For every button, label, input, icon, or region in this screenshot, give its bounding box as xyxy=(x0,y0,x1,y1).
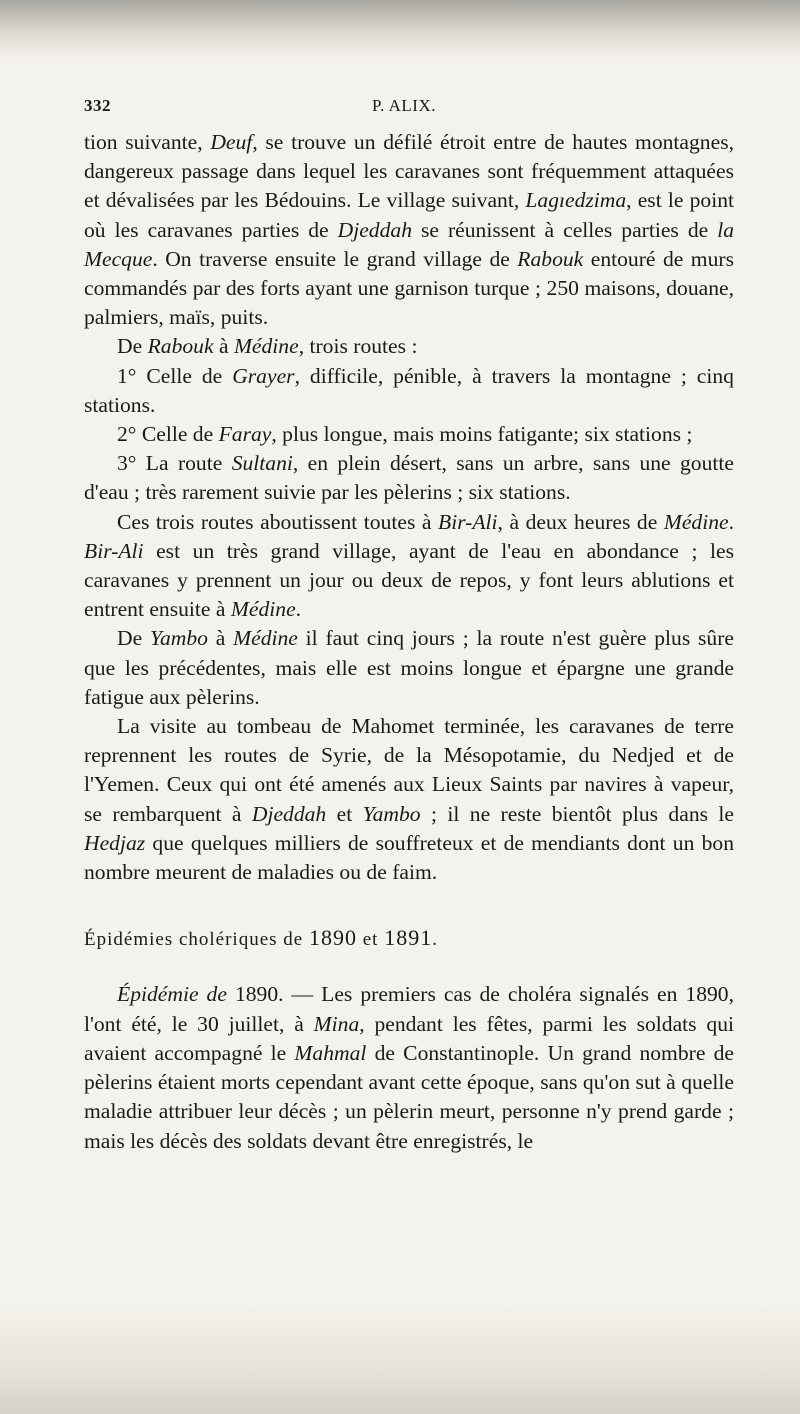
page-header xyxy=(84,96,734,124)
paragraph xyxy=(84,508,734,625)
paragraph xyxy=(84,449,734,507)
heading-mid: et xyxy=(356,929,385,951)
final-paragraph xyxy=(84,980,734,1155)
text-run: et xyxy=(326,801,363,826)
heading-year-1891: 1891 xyxy=(384,925,433,951)
text-run: , est le point où les caravanes parties de xyxy=(84,188,734,242)
paragraph xyxy=(84,420,734,449)
text-run: ; il ne reste bientôt plus dans le xyxy=(420,801,734,826)
text-run: entouré de murs commandés par des forts ayant une garnison turque ; 250 maisons, douane, palmiers, maïs, puits. xyxy=(84,246,734,330)
text-run: que quelques milliers de souffreteux et de mendiants dont un bon nombre meurent de maladies ou de faim. xyxy=(84,830,734,885)
text-run: de Constantinople. Un grand nombre de pèlerins étaient morts cependant avant cette époque, sans qu'on sut à quelle maladie attribuer leur décès ; un pèlerin meurt, personne n'y prend garde ; mais les décès des soldats devant être enregistrés, le xyxy=(84,1040,735,1153)
text-run: il faut cinq jours ; la route n'est guère plus sûre que les précédentes, mais elle est moins longue et épargne une grande fatigue aux pèlerins. xyxy=(84,626,734,709)
text-run: , difficile, pénible, à travers la montagne ; cinq stations. xyxy=(84,363,734,417)
italic-run: Rabouk xyxy=(147,334,214,359)
text-run: 2° Celle de xyxy=(117,422,219,447)
text-run: 3° La route xyxy=(117,451,232,476)
italic-run: Bir-Ali xyxy=(84,538,144,563)
text-run: , plus longue, mais moins fatigante; six stations ; xyxy=(271,422,693,447)
italic-run: Médine xyxy=(663,509,729,534)
italic-run: Bir-Ali xyxy=(438,509,498,534)
italic-run: Djeddah xyxy=(251,801,327,826)
text-run: , à deux heures de xyxy=(497,509,664,534)
text-run: à xyxy=(207,626,234,651)
italic-run: Médine xyxy=(233,626,298,651)
text-run: De xyxy=(117,626,150,651)
italic-run: Médine xyxy=(230,597,296,622)
italic-run: Mahmal xyxy=(294,1040,367,1065)
paragraph xyxy=(84,624,734,712)
italic-run: Grayer xyxy=(232,363,295,388)
text-run: tion suivante, xyxy=(84,130,211,154)
italic-run: Mina xyxy=(313,1011,360,1036)
running-title: P. ALIX. xyxy=(372,96,436,115)
text-run: est un très grand village, ayant de l'eau en abondance ; les caravanes y prennent un jour ou deux de repos, y font leurs ablutions et entrent ensuite à xyxy=(84,538,734,622)
text-run: , trois routes : xyxy=(298,334,418,359)
text-run: à xyxy=(213,334,234,359)
italic-run: Djeddah xyxy=(337,217,412,242)
text-run: . On traverse ensuite le grand village de xyxy=(152,246,518,271)
italic-run: Sultani xyxy=(231,451,293,476)
page-number: 332 xyxy=(84,96,111,115)
heading-prefix: Épidémies cholériques de xyxy=(84,929,309,951)
text-run: 1890. — Les premiers cas de choléra signalés en 1890, l'ont été, le 30 juillet, à xyxy=(84,982,734,1036)
text-run: . xyxy=(295,597,302,622)
paragraph xyxy=(84,128,734,332)
italic-run: la Mecque xyxy=(84,217,735,271)
text-run: , en plein désert, sans un arbre, sans une goutte d'eau ; très rarement suivie par les pèlerins ; six stations. xyxy=(84,451,734,505)
italic-run: Rabouk xyxy=(517,246,584,271)
paragraph xyxy=(84,712,734,887)
text-run: . xyxy=(728,509,734,534)
italic-run: Faray xyxy=(218,422,272,447)
text-run: , se trouve un défilé étroit entre de hautes montagnes, dangereux passage dans lequel les caravanes sont fréquemment attaquées et dévalisées par les Bédouins. Le village suivant, xyxy=(84,130,734,213)
body-text xyxy=(84,128,734,1156)
italic-run: Médine xyxy=(233,334,299,359)
text-run: se réunissent à celles parties de xyxy=(412,217,718,242)
italic-run: Yambo xyxy=(362,801,421,826)
text-run: Ces trois routes aboutissent toutes à xyxy=(117,509,438,534)
paragraph xyxy=(84,362,734,420)
page-top-shadow xyxy=(0,0,800,60)
italic-run: Épidémie de xyxy=(117,982,235,1007)
heading-year-1890: 1890 xyxy=(308,925,357,951)
text-run: 1° Celle de xyxy=(117,363,233,388)
page-bottom-shadow xyxy=(0,1304,800,1414)
italic-run: Hedjaz xyxy=(84,830,146,855)
text-run: , pendant les fêtes, parmi les soldats qui avaient accompagné le xyxy=(84,1011,734,1065)
italic-run: Deuf xyxy=(210,130,253,154)
italic-run: Lagıedzima xyxy=(525,188,627,213)
text-run: De xyxy=(117,334,148,359)
text-run: La visite au tombeau de Mahomet terminée, les caravanes de terre reprennent les routes de Syrie, de la Mésopotamie, du Nedjed et de l'Yemen. Ceux qui ont été amenés aux Lieux Saints par navires à vapeur, se rembarquent à xyxy=(84,714,734,826)
paragraph xyxy=(84,332,734,361)
heading-suffix: . xyxy=(432,929,438,951)
italic-run: Yambo xyxy=(149,626,208,651)
section-heading xyxy=(84,923,734,954)
